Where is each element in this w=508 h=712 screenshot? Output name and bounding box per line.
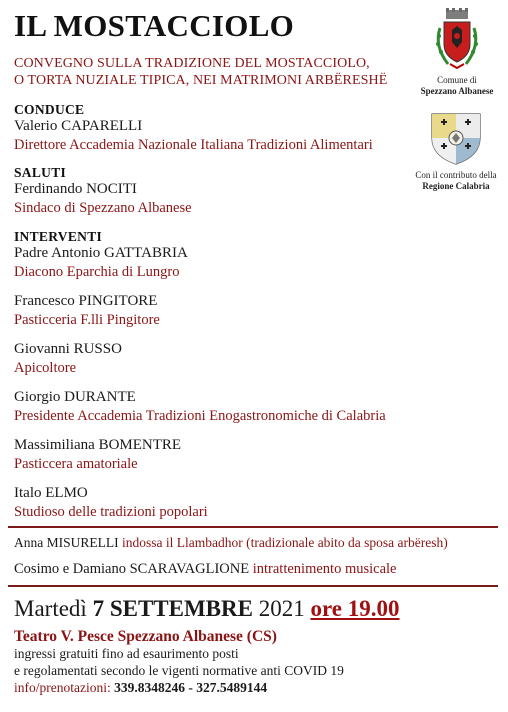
- regione-caption-line-2: Regione Calabria: [422, 181, 490, 191]
- speaker-name: Giovanni RUSSO: [14, 341, 122, 357]
- speaker-role: Apicoltore: [14, 360, 77, 376]
- extra-line-1: [14, 535, 448, 551]
- speaker-role: Studioso delle tradizioni popolari: [14, 504, 208, 520]
- comune-caption: [402, 75, 508, 97]
- speaker-name: Italo ELMO: [14, 485, 88, 501]
- regione-caption: [401, 170, 508, 192]
- conduce-role: Direttore Accademia Nazionale Italiana Tradizioni Alimentari: [14, 137, 373, 153]
- saluti-name: Ferdinando NOCITI: [14, 181, 137, 197]
- conduce-name: Valerio CAPARELLI: [14, 118, 143, 134]
- comune-caption-line-1: Comune di: [437, 75, 477, 85]
- page-title: IL MOSTACCIOLO: [14, 8, 295, 43]
- event-venue: Teatro V. Pesce Spezzano Albanese (CS): [14, 628, 277, 645]
- speaker-name: Massimiliana BOMENTRE: [14, 437, 182, 453]
- divider: [8, 526, 498, 528]
- regione-caption-line-1: Con il contributo della: [415, 170, 497, 180]
- contacts-numbers: 339.8348246 - 327.5489144: [114, 680, 268, 695]
- extra-line-1-text: indossa il Llambadhor (tradizionale abito da sposa arbëresh): [122, 535, 448, 550]
- speaker-role: Pasticceria F.lli Pingitore: [14, 312, 160, 328]
- section-heading-conduce: CONDUCE: [14, 102, 85, 117]
- event-year: 2021: [258, 596, 305, 621]
- event-weekday: Martedì: [14, 596, 87, 621]
- comune-coat-of-arms-icon: [432, 8, 482, 70]
- info-line-1: ingressi gratuiti fino ad esaurimento posti: [14, 646, 239, 661]
- section-heading-interventi: INTERVENTI: [14, 229, 103, 244]
- contacts-line: [14, 680, 267, 696]
- speaker-role: Pasticcera amatoriale: [14, 456, 138, 472]
- section-heading-saluti: SALUTI: [14, 165, 67, 180]
- speaker-name: Padre Antonio GATTABRIA: [14, 245, 188, 261]
- extra-line-2-name: Cosimo e Damiano SCARAVAGLIONE: [14, 561, 250, 577]
- extra-line-2: [14, 561, 396, 578]
- subtitle-line-2: O TORTA NUZIALE TIPICA, NEI MATRIMONI ARBËRESHË: [14, 73, 388, 88]
- event-date-bold: 7 SETTEMBRE: [92, 596, 253, 621]
- saluti-role: Sindaco di Spezzano Albanese: [14, 200, 192, 216]
- speaker-name: Francesco PINGITORE: [14, 293, 158, 309]
- speaker-role: Diacono Eparchia di Lungro: [14, 264, 180, 280]
- extra-line-1-name: Anna MISURELLI: [14, 535, 119, 550]
- event-date: [14, 596, 399, 622]
- speaker-role: Presidente Accademia Tradizioni Enogastronomiche di Calabria: [14, 408, 386, 424]
- info-line-2: e regolamentati secondo le vigenti normative anti COVID 19: [14, 663, 344, 678]
- speaker-name: Giorgio DURANTE: [14, 389, 136, 405]
- regione-calabria-emblem-icon: [428, 108, 484, 166]
- subtitle-line-1: CONVEGNO SULLA TRADIZIONE DEL MOSTACCIOLO,: [14, 56, 370, 71]
- contacts-label: info/prenotazioni:: [14, 680, 111, 695]
- extra-line-2-text: intrattenimento musicale: [252, 561, 397, 577]
- event-time: ore 19.00: [310, 596, 400, 621]
- divider: [8, 585, 498, 587]
- comune-caption-line-2: Spezzano Albanese: [420, 86, 494, 96]
